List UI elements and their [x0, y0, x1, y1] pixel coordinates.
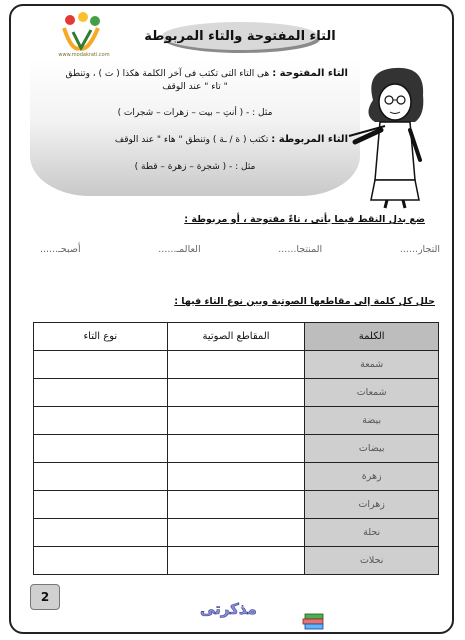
ta-type-cell[interactable] — [34, 491, 168, 519]
syllables-cell[interactable] — [167, 435, 305, 463]
word-cell: زهرات — [305, 491, 439, 519]
table-row — [34, 547, 439, 575]
ta-type-cell[interactable] — [34, 463, 168, 491]
definitions-box — [30, 58, 360, 196]
fill-word-1[interactable]: التجار...... — [399, 244, 440, 255]
word-cell: نحلات — [305, 547, 439, 575]
closed-ta-example: مثل : - ( شجرة – زهرة – قطة ) — [134, 162, 256, 172]
word-cell: زهرة — [305, 463, 439, 491]
closed-ta-text: تكتب ( ة / ـة ) وتنطق " هاء " عند الوقف — [114, 135, 269, 145]
ta-type-cell[interactable] — [34, 351, 168, 379]
word-cell: نحلة — [305, 519, 439, 547]
open-ta-definition — [65, 68, 348, 79]
table-row — [34, 463, 439, 491]
syllables-cell[interactable] — [167, 463, 305, 491]
table-row — [34, 491, 439, 519]
ta-type-cell[interactable] — [34, 519, 168, 547]
brand-logo-text: مذكرتى — [200, 600, 257, 618]
syllables-cell[interactable] — [167, 491, 305, 519]
syllable-table — [33, 322, 439, 575]
syllables-cell[interactable] — [167, 407, 305, 435]
exercise2-instruction-text: حلل كل كلمة إلى مقاطعها الصوتية وبين نوع التاء فيها : — [174, 296, 435, 307]
open-ta-text-1: هى التاء التى تكتب فى آخر الكلمة هكذا ( ت ) ، وتنطق — [65, 69, 270, 79]
syllables-cell[interactable] — [167, 547, 305, 575]
table-row — [34, 379, 439, 407]
ta-type-cell[interactable] — [34, 435, 168, 463]
syllables-cell[interactable] — [167, 519, 305, 547]
word-cell: بيضة — [305, 407, 439, 435]
header-word: الكلمة — [305, 323, 439, 351]
open-ta-text-2: " تاء " عند الوقف — [162, 82, 228, 92]
table-header-row — [34, 323, 439, 351]
open-ta-term: التاء المفتوحة : — [272, 68, 348, 79]
logo-url: www.modakrati.com — [58, 52, 110, 58]
page-number: 2 — [30, 584, 60, 610]
fill-word-4[interactable]: أصبحـ...... — [40, 244, 81, 255]
table-row — [34, 407, 439, 435]
exercise1-words — [40, 244, 440, 258]
ta-type-cell[interactable] — [34, 547, 168, 575]
word-cell: بيضات — [305, 435, 439, 463]
teacher-illustration-icon — [345, 60, 440, 210]
word-cell: شمعة — [305, 351, 439, 379]
title-banner — [144, 22, 336, 50]
open-ta-example: مثل : - ( أنتِ – بيت – زهرات – شجرات ) — [117, 108, 273, 118]
header-ta-type: نوع التاء — [34, 323, 168, 351]
fill-word-3[interactable]: العالمـ...... — [158, 244, 201, 255]
fill-word-2[interactable]: المنتجا...... — [278, 244, 323, 255]
closed-ta-term: التاء المربوطة : — [271, 134, 348, 145]
site-logo-icon — [58, 12, 104, 56]
table-row — [34, 435, 439, 463]
ta-type-cell[interactable] — [34, 379, 168, 407]
exercise2-instruction — [174, 296, 435, 307]
syllables-cell[interactable] — [167, 379, 305, 407]
word-cell: شمعات — [305, 379, 439, 407]
page-title: التاء المفتوحة والتاء المربوطة — [144, 28, 336, 44]
ta-type-cell[interactable] — [34, 407, 168, 435]
table-row — [34, 351, 439, 379]
exercise1-instruction-text: ضع بدل النقط فيما يأتى ، تاءً مفتوحة ، أو مربوطة : — [184, 214, 425, 225]
closed-ta-definition — [115, 134, 348, 145]
header-syllables: المقاطع الصوتية — [167, 323, 305, 351]
syllables-cell[interactable] — [167, 351, 305, 379]
exercise1-instruction — [184, 214, 425, 225]
table-row — [34, 519, 439, 547]
